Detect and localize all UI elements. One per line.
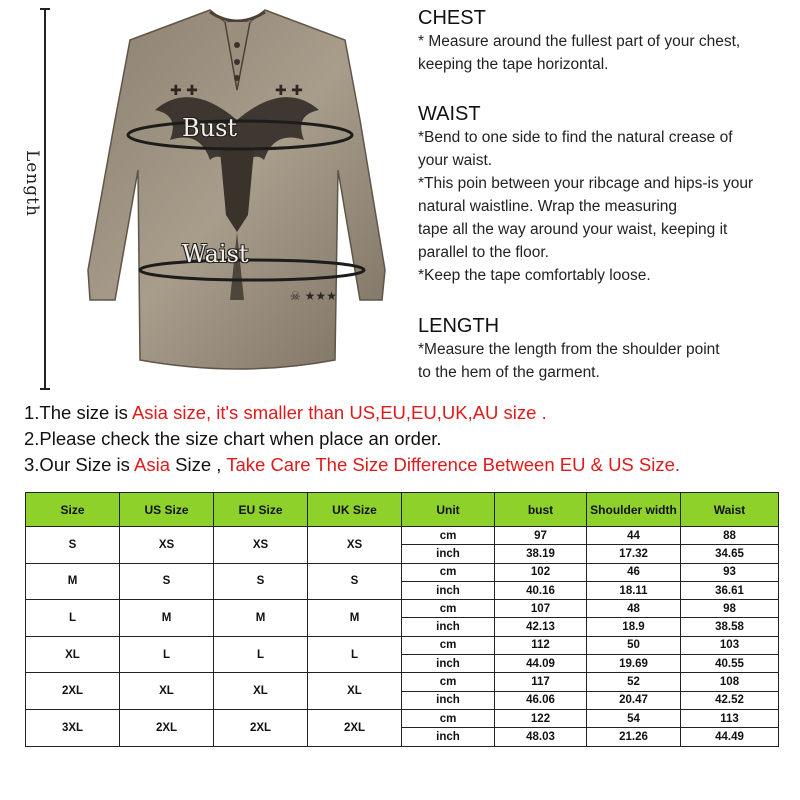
us-size-cell: 2XL	[120, 709, 214, 746]
size-chart-table	[25, 492, 779, 747]
eu-size-cell: M	[214, 600, 308, 637]
waist-heading: WAIST	[418, 103, 481, 125]
shoulder-cell: 17.32	[587, 545, 681, 563]
eu-size-cell: XL	[214, 673, 308, 710]
shoulder-cell: 52	[587, 673, 681, 691]
note-3-warning: Take Care The Size Difference Between EU & US Size.	[226, 454, 681, 475]
uk-size-cell: 2XL	[308, 709, 402, 746]
table-row	[26, 563, 779, 581]
table-row	[26, 673, 779, 691]
table-row	[26, 527, 779, 545]
waist-cell: 103	[681, 636, 779, 654]
bust-cell: 122	[495, 709, 587, 727]
waist-section	[418, 102, 753, 287]
chest-line: keeping the tape horizontal.	[418, 56, 609, 73]
waist-cell: 34.65	[681, 545, 779, 563]
shoulder-cell: 21.26	[587, 728, 681, 746]
waist-line: parallel to the floor.	[418, 244, 549, 261]
size-cell: 2XL	[26, 673, 120, 710]
chest-line: * Measure around the fullest part of your chest,	[418, 33, 741, 50]
table-header-row	[26, 493, 779, 527]
unit-cell: cm	[402, 527, 495, 545]
eu-size-cell: XS	[214, 527, 308, 564]
note-1-warning: Asia size, it's smaller than US,EU,EU,UK,AU size .	[131, 402, 547, 423]
waist-cell: 98	[681, 600, 779, 618]
shoulder-cell: 48	[587, 600, 681, 618]
length-line-top-cap	[40, 8, 50, 10]
note-3-prefix: 3.Our Size is	[24, 454, 135, 475]
waist-line: *Bend to one side to find the natural crease of	[418, 129, 733, 146]
bust-cell: 38.19	[495, 545, 587, 563]
header-eu-size: EU Size	[214, 493, 308, 527]
bust-cell: 40.16	[495, 581, 587, 599]
size-cell: 3XL	[26, 709, 120, 746]
unit-cell: inch	[402, 655, 495, 673]
svg-text:☠ ★★★: ☠ ★★★	[290, 289, 337, 303]
uk-size-cell: M	[308, 600, 402, 637]
length-measure-line	[44, 8, 46, 390]
unit-cell: cm	[402, 600, 495, 618]
header-uk-size: UK Size	[308, 493, 402, 527]
length-line-bottom-cap	[40, 388, 50, 390]
length-section	[418, 314, 720, 384]
waist-line: *This poin between your ribcage and hips-is your	[418, 175, 754, 192]
shoulder-cell: 50	[587, 636, 681, 654]
table-row	[26, 636, 779, 654]
size-cell: XL	[26, 636, 120, 673]
svg-text:✚ ✚: ✚ ✚	[170, 83, 198, 99]
note-1	[24, 400, 794, 426]
bust-cell: 42.13	[495, 618, 587, 636]
unit-cell: inch	[402, 545, 495, 563]
chest-heading: CHEST	[418, 7, 486, 29]
waist-line: tape all the way around your waist, keeping it	[418, 221, 728, 238]
shoulder-cell: 18.11	[587, 581, 681, 599]
waist-line: *Keep the tape comfortably loose.	[418, 267, 651, 284]
waist-cell: 93	[681, 563, 779, 581]
us-size-cell: XS	[120, 527, 214, 564]
bust-cell: 44.09	[495, 655, 587, 673]
header-unit: Unit	[402, 493, 495, 527]
length-line: *Measure the length from the shoulder point	[418, 341, 720, 358]
eu-size-cell: L	[214, 636, 308, 673]
shoulder-cell: 44	[587, 527, 681, 545]
waist-line: natural waistline. Wrap the measuring	[418, 198, 678, 215]
unit-cell: cm	[402, 636, 495, 654]
table-row	[26, 600, 779, 618]
header-us-size: US Size	[120, 493, 214, 527]
chest-section	[418, 6, 740, 76]
length-heading: LENGTH	[418, 315, 500, 337]
waist-cell: 88	[681, 527, 779, 545]
table-row	[26, 709, 779, 727]
note-2: 2.Please check the size chart when place an order.	[24, 428, 442, 449]
shirt-illustration	[60, 0, 400, 395]
us-size-cell: L	[120, 636, 214, 673]
unit-cell: inch	[402, 728, 495, 746]
svg-text:✚ ✚: ✚ ✚	[275, 83, 303, 99]
bust-cell: 48.03	[495, 728, 587, 746]
header-shoulder-width: Shoulder width	[587, 493, 681, 527]
us-size-cell: XL	[120, 673, 214, 710]
header-waist: Waist	[681, 493, 779, 527]
waist-cell: 36.61	[681, 581, 779, 599]
bust-cell: 46.06	[495, 691, 587, 709]
shoulder-cell: 20.47	[587, 691, 681, 709]
waist-cell: 40.55	[681, 655, 779, 673]
bust-cell: 117	[495, 673, 587, 691]
size-cell: M	[26, 563, 120, 600]
unit-cell: cm	[402, 563, 495, 581]
unit-cell: cm	[402, 709, 495, 727]
uk-size-cell: L	[308, 636, 402, 673]
shoulder-cell: 46	[587, 563, 681, 581]
note-3-mid: Size ,	[170, 454, 227, 475]
eu-size-cell: S	[214, 563, 308, 600]
bust-label: Bust	[182, 114, 238, 142]
shoulder-cell: 19.69	[587, 655, 681, 673]
waist-cell: 38.58	[681, 618, 779, 636]
header-bust: bust	[495, 493, 587, 527]
waist-cell: 108	[681, 673, 779, 691]
uk-size-cell: XS	[308, 527, 402, 564]
note-1-prefix: 1.The size is	[24, 402, 132, 423]
header-size: Size	[26, 493, 120, 527]
waist-cell: 44.49	[681, 728, 779, 746]
henley-shirt-graphic	[60, 0, 400, 395]
unit-cell: inch	[402, 691, 495, 709]
size-cell: L	[26, 600, 120, 637]
waist-label: Waist	[182, 240, 249, 268]
note-3-asia: Asia	[134, 454, 171, 475]
length-line: to the hem of the garment.	[418, 364, 600, 381]
uk-size-cell: S	[308, 563, 402, 600]
shoulder-cell: 18.9	[587, 618, 681, 636]
bust-cell: 102	[495, 563, 587, 581]
bust-cell: 112	[495, 636, 587, 654]
unit-cell: inch	[402, 618, 495, 636]
unit-cell: cm	[402, 673, 495, 691]
eu-size-cell: 2XL	[214, 709, 308, 746]
waist-line: your waist.	[418, 152, 493, 169]
size-cell: S	[26, 527, 120, 564]
waist-cell: 42.52	[681, 691, 779, 709]
us-size-cell: S	[120, 563, 214, 600]
unit-cell: inch	[402, 581, 495, 599]
bust-cell: 107	[495, 600, 587, 618]
us-size-cell: M	[120, 600, 214, 637]
size-notes	[24, 400, 794, 478]
note-3	[24, 452, 794, 478]
waist-cell: 113	[681, 709, 779, 727]
uk-size-cell: XL	[308, 673, 402, 710]
shoulder-cell: 54	[587, 709, 681, 727]
bust-cell: 97	[495, 527, 587, 545]
length-label: Length	[22, 150, 42, 217]
